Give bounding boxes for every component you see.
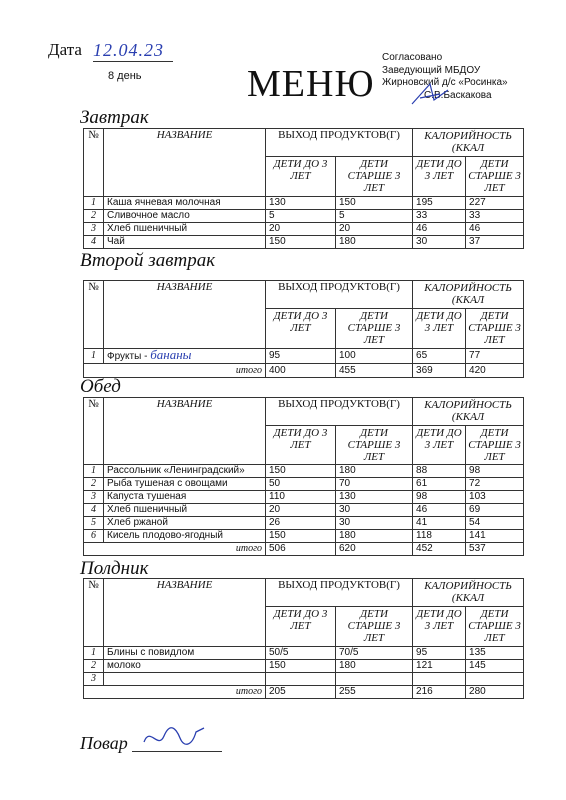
- calories-over3: 69: [466, 504, 524, 517]
- col-header-name: НАЗВАНИЕ: [104, 398, 266, 465]
- calories-under3: 46: [413, 223, 466, 236]
- item-number: 1: [84, 465, 104, 478]
- item-number: 3: [84, 223, 104, 236]
- col-header-cal-over3: ДЕТИ СТАРШЕ 3 ЛЕТ: [466, 426, 524, 465]
- total-yield-over3: 620: [336, 543, 413, 556]
- total-calories-over3: 420: [466, 364, 524, 378]
- table-row: [84, 465, 524, 478]
- date-label: Дата: [48, 40, 82, 59]
- calories-under3: 121: [413, 660, 466, 673]
- table-row: [84, 478, 524, 491]
- calories-over3: 77: [466, 349, 524, 364]
- calories-under3: 41: [413, 517, 466, 530]
- approval-line: Заведующий МБДОУ: [382, 64, 481, 76]
- calories-over3: 103: [466, 491, 524, 504]
- calories-under3: 95: [413, 647, 466, 660]
- col-header-cal-over3: ДЕТИ СТАРШЕ 3 ЛЕТ: [466, 157, 524, 197]
- yield-under3: 20: [266, 504, 336, 517]
- item-name: [104, 673, 266, 686]
- item-name: Каша ячневая молочная: [104, 197, 266, 210]
- col-header-yield: ВЫХОД ПРОДУКТОВ(Г): [266, 579, 413, 607]
- item-name: Фрукты - бананы: [104, 349, 266, 364]
- yield-over3: [336, 673, 413, 686]
- yield-over3: 180: [336, 465, 413, 478]
- item-name: молоко: [104, 660, 266, 673]
- calories-over3: 37: [466, 236, 524, 249]
- calories-under3: 30: [413, 236, 466, 249]
- col-header-cal-under3: ДЕТИ ДО 3 ЛЕТ: [413, 157, 466, 197]
- yield-over3: 100: [336, 349, 413, 364]
- col-header-yield-over3: ДЕТИ СТАРШЕ 3 ЛЕТ: [336, 157, 413, 197]
- col-header-num: №: [84, 129, 104, 197]
- yield-under3: 130: [266, 197, 336, 210]
- yield-over3: 30: [336, 504, 413, 517]
- item-name: Сливочное масло: [104, 210, 266, 223]
- yield-under3: 150: [266, 660, 336, 673]
- calories-over3: 227: [466, 197, 524, 210]
- total-label: итого: [84, 543, 266, 556]
- item-name: Хлеб пшеничный: [104, 223, 266, 236]
- total-calories-under3: 369: [413, 364, 466, 378]
- item-number: 1: [84, 647, 104, 660]
- col-header-yield: ВЫХОД ПРОДУКТОВ(Г): [266, 281, 413, 309]
- yield-under3: 50/5: [266, 647, 336, 660]
- breakfast-table: [83, 128, 524, 249]
- col-header-yield: ВЫХОД ПРОДУКТОВ(Г): [266, 398, 413, 426]
- total-yield-over3: 455: [336, 364, 413, 378]
- page-title: МЕНЮ: [247, 63, 375, 105]
- col-header-cal-over3: ДЕТИ СТАРШЕ 3 ЛЕТ: [466, 309, 524, 349]
- col-header-yield-over3: ДЕТИ СТАРШЕ 3 ЛЕТ: [336, 426, 413, 465]
- cook-signature-icon: [140, 722, 210, 752]
- table-row: [84, 530, 524, 543]
- approval-line: Согласовано: [382, 52, 443, 63]
- item-number: 2: [84, 210, 104, 223]
- col-header-yield: ВЫХОД ПРОДУКТОВ(Г): [266, 129, 413, 157]
- col-header-yield-under3: ДЕТИ ДО 3 ЛЕТ: [266, 157, 336, 197]
- calories-under3: 33: [413, 210, 466, 223]
- total-yield-under3: 506: [266, 543, 336, 556]
- calories-over3: 46: [466, 223, 524, 236]
- item-number: 6: [84, 530, 104, 543]
- yield-under3: 110: [266, 491, 336, 504]
- calories-over3: 98: [466, 465, 524, 478]
- yield-under3: 26: [266, 517, 336, 530]
- yield-over3: 70: [336, 478, 413, 491]
- col-header-calories: КАЛОРИЙНОСТЬ (ККАЛ: [413, 398, 524, 426]
- table-row: [84, 504, 524, 517]
- total-yield-under3: 205: [266, 686, 336, 699]
- yield-over3: 150: [336, 197, 413, 210]
- date-value: 12.04.23: [93, 40, 173, 62]
- calories-over3: 141: [466, 530, 524, 543]
- total-label: итого: [84, 364, 266, 378]
- calories-over3: 54: [466, 517, 524, 530]
- yield-under3: 150: [266, 236, 336, 249]
- item-name: Кисель плодово-ягодный: [104, 530, 266, 543]
- calories-under3: 46: [413, 504, 466, 517]
- total-yield-under3: 400: [266, 364, 336, 378]
- yield-over3: 20: [336, 223, 413, 236]
- signature-icon: [410, 80, 450, 108]
- section-title-second-breakfast: Второй завтрак: [80, 250, 216, 271]
- item-name: Рыба тушеная с овощами: [104, 478, 266, 491]
- second-breakfast-table: [83, 280, 524, 378]
- total-calories-under3: 216: [413, 686, 466, 699]
- total-calories-over3: 280: [466, 686, 524, 699]
- col-header-yield-under3: ДЕТИ ДО 3 ЛЕТ: [266, 309, 336, 349]
- item-number: 2: [84, 478, 104, 491]
- calories-under3: 118: [413, 530, 466, 543]
- cook-label: Повар: [80, 733, 128, 753]
- col-header-cal-under3: ДЕТИ ДО 3 ЛЕТ: [413, 426, 466, 465]
- day-label: 8 день: [108, 70, 142, 82]
- yield-over3: 130: [336, 491, 413, 504]
- item-number: 4: [84, 236, 104, 249]
- col-header-calories: КАЛОРИЙНОСТЬ (ККАЛ: [413, 129, 524, 157]
- calories-under3: 65: [413, 349, 466, 364]
- approval-line: С.В.Баскакова: [424, 89, 492, 101]
- col-header-name: НАЗВАНИЕ: [104, 579, 266, 647]
- col-header-num: №: [84, 579, 104, 647]
- table-row: [84, 349, 524, 364]
- item-number: 3: [84, 673, 104, 686]
- col-header-calories: КАЛОРИЙНОСТЬ (ККАЛ: [413, 579, 524, 607]
- yield-over3: 180: [336, 530, 413, 543]
- yield-under3: 50: [266, 478, 336, 491]
- total-row: [84, 686, 524, 699]
- table-row: [84, 647, 524, 660]
- yield-under3: 5: [266, 210, 336, 223]
- col-header-num: №: [84, 398, 104, 465]
- yield-under3: 150: [266, 465, 336, 478]
- col-header-yield-over3: ДЕТИ СТАРШЕ 3 ЛЕТ: [336, 309, 413, 349]
- calories-over3: 135: [466, 647, 524, 660]
- table-row: [84, 673, 524, 686]
- yield-over3: 180: [336, 236, 413, 249]
- yield-over3: 180: [336, 660, 413, 673]
- col-header-yield-under3: ДЕТИ ДО 3 ЛЕТ: [266, 607, 336, 647]
- yield-over3: 70/5: [336, 647, 413, 660]
- table-row: [84, 660, 524, 673]
- snack-table: [83, 578, 524, 699]
- yield-under3: [266, 673, 336, 686]
- calories-over3: 72: [466, 478, 524, 491]
- calories-under3: 88: [413, 465, 466, 478]
- table-row: [84, 236, 524, 249]
- col-header-cal-under3: ДЕТИ ДО 3 ЛЕТ: [413, 309, 466, 349]
- col-header-yield-over3: ДЕТИ СТАРШЕ 3 ЛЕТ: [336, 607, 413, 647]
- total-calories-under3: 452: [413, 543, 466, 556]
- handwritten-fruit: бананы: [150, 348, 192, 362]
- table-row: [84, 210, 524, 223]
- total-yield-over3: 255: [336, 686, 413, 699]
- col-header-yield-under3: ДЕТИ ДО 3 ЛЕТ: [266, 426, 336, 465]
- col-header-num: №: [84, 281, 104, 349]
- col-header-name: НАЗВАНИЕ: [104, 129, 266, 197]
- total-calories-over3: 537: [466, 543, 524, 556]
- item-name: Капуста тушеная: [104, 491, 266, 504]
- item-name: Рассольник «Ленинградский»: [104, 465, 266, 478]
- calories-over3: 33: [466, 210, 524, 223]
- calories-over3: 145: [466, 660, 524, 673]
- yield-under3: 95: [266, 349, 336, 364]
- table-row: [84, 491, 524, 504]
- item-number: 1: [84, 197, 104, 210]
- yield-under3: 20: [266, 223, 336, 236]
- item-number: 1: [84, 349, 104, 364]
- calories-under3: 61: [413, 478, 466, 491]
- yield-over3: 5: [336, 210, 413, 223]
- item-name: Чай: [104, 236, 266, 249]
- total-label: итого: [84, 686, 266, 699]
- col-header-cal-under3: ДЕТИ ДО 3 ЛЕТ: [413, 607, 466, 647]
- table-row: [84, 197, 524, 210]
- lunch-table: [83, 397, 524, 556]
- section-title-lunch: Обед: [80, 376, 121, 397]
- item-number: 3: [84, 491, 104, 504]
- item-number: 5: [84, 517, 104, 530]
- section-title-breakfast: Завтрак: [80, 107, 149, 128]
- calories-under3: 195: [413, 197, 466, 210]
- col-header-name: НАЗВАНИЕ: [104, 281, 266, 349]
- col-header-calories: КАЛОРИЙНОСТЬ (ККАЛ: [413, 281, 524, 309]
- total-row: [84, 364, 524, 378]
- approval-line: Жирновский д/с «Росинка»: [382, 77, 508, 88]
- section-title-snack: Полдник: [80, 558, 149, 579]
- item-name: Блины с повидлом: [104, 647, 266, 660]
- table-row: [84, 223, 524, 236]
- yield-over3: 30: [336, 517, 413, 530]
- item-name: Хлеб пшеничный: [104, 504, 266, 517]
- calories-under3: [413, 673, 466, 686]
- item-name: Хлеб ржаной: [104, 517, 266, 530]
- col-header-cal-over3: ДЕТИ СТАРШЕ 3 ЛЕТ: [466, 607, 524, 647]
- yield-under3: 150: [266, 530, 336, 543]
- item-number: 4: [84, 504, 104, 517]
- calories-over3: [466, 673, 524, 686]
- total-row: [84, 543, 524, 556]
- table-row: [84, 517, 524, 530]
- calories-under3: 98: [413, 491, 466, 504]
- item-number: 2: [84, 660, 104, 673]
